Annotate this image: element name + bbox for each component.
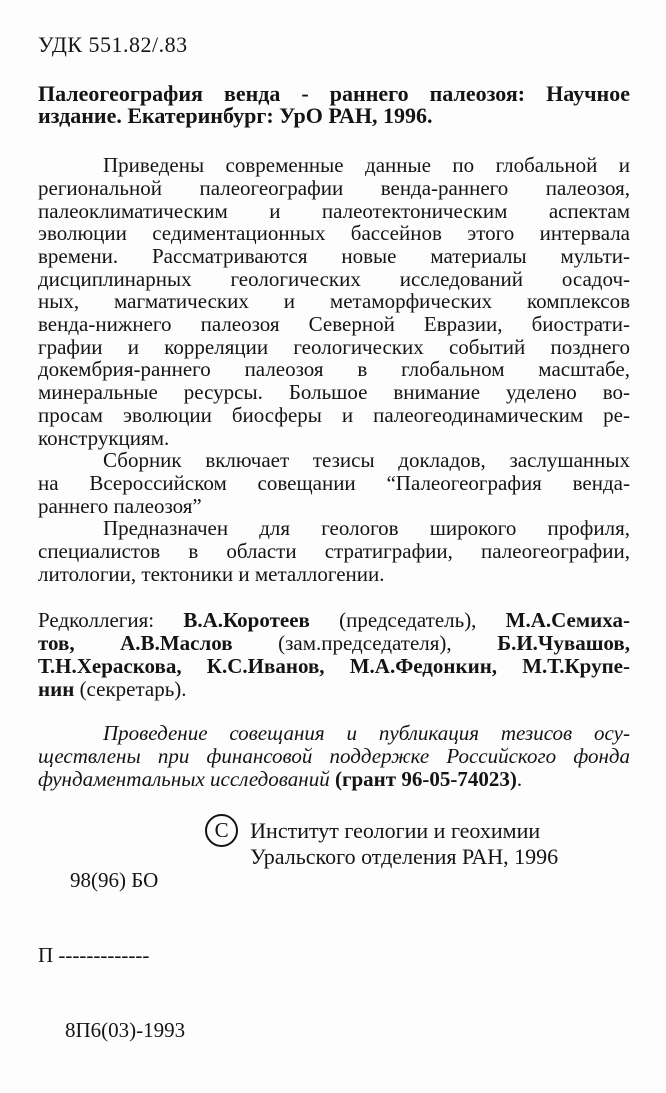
- editor-name: В.А.Коротеев: [183, 608, 310, 633]
- funding-note: [38, 722, 630, 790]
- paragraph-line: минеральные ресурсы. Большое внимание уделено во-: [38, 380, 630, 405]
- copyright-icon: С: [205, 814, 238, 847]
- paragraph-line: Сборник включает тезисы докладов, заслушанных: [103, 448, 630, 473]
- paragraph-line: эволюции седиментационных бассейнов этого интервала: [38, 221, 630, 246]
- editor-role: (председатель),: [309, 608, 506, 633]
- editorial-line: Т.Н.Хераскова, К.С.Иванов, М.А.Федонкин, М.Т.Крупе-: [38, 653, 630, 678]
- paragraph-line: на Всероссийском совещании “Палеогеография венда-: [38, 470, 630, 495]
- funding-text: фундаментальных исследований: [38, 766, 335, 791]
- paragraph-line: графии и корреляции геологических событий позднего: [38, 334, 630, 359]
- editorial-line: [38, 678, 630, 701]
- paragraph-line: специалистов в области стратиграфии, палеогеографии,: [38, 539, 630, 564]
- editorial-label: Редколлегия:: [38, 608, 184, 633]
- paragraph-line: литологии, тектоники и металлогении.: [38, 561, 385, 586]
- paragraph-line: раннего палеозоя”: [38, 493, 202, 518]
- editorial-line: [38, 632, 630, 655]
- paragraph-line: палеоклиматическим и палеотектоническим аспектам: [38, 198, 630, 223]
- paragraph-line: времени. Рассматриваются новые материалы мульти-: [38, 243, 630, 268]
- paragraph-line: ных, магматических и метаморфических комплексов: [38, 289, 630, 314]
- paragraph-line: Предназначен для геологов широкого профиля,: [103, 516, 630, 541]
- title-line: издание. Екатеринбург: УрО РАН, 1996.: [38, 103, 433, 129]
- editor-role: (зам.председателя),: [232, 631, 498, 656]
- copyright-mark: [205, 814, 238, 847]
- editorial-line: [38, 609, 630, 632]
- publisher-line: Уральского отделения РАН, 1996: [250, 844, 559, 870]
- book-title: [38, 80, 630, 129]
- publisher-line: Институт геологии и геохимии: [250, 818, 541, 844]
- title-line: Палеогеография венда - раннего палеозоя: Научное: [38, 80, 630, 106]
- udk-number: УДК 551.82/.83: [38, 32, 188, 57]
- paragraph-line: конструкциям.: [38, 425, 170, 450]
- editorial-board: [38, 609, 630, 700]
- editor-name: М.А.Семиха-: [505, 608, 630, 633]
- abstract: [38, 154, 630, 585]
- code-line: 8П6(03)-1993: [65, 1018, 186, 1043]
- funding-line: ществлены при финансовой поддержке Российского фонда: [38, 743, 630, 768]
- funding-line: [38, 768, 630, 791]
- code-line: П -------------: [38, 943, 150, 968]
- grant-number: (грант 96-05-74023): [334, 766, 517, 791]
- paragraph-line: венда-нижнего палеозоя Северной Евразии, биострати-: [38, 312, 630, 337]
- paragraph-line: просам эволюции биосферы и палеогеодинамическим ре-: [38, 402, 630, 427]
- paragraph-line: Приведены современные данные по глобальной и: [103, 153, 630, 178]
- paragraph-line: дисциплинарных геологических исследований осадоч-: [38, 266, 630, 291]
- colophon: [38, 818, 630, 1093]
- funding-line: Проведение совещания и публикация тезисов осу-: [103, 721, 630, 746]
- classification-code: [38, 818, 185, 1093]
- paragraph-line: региональной палеогеографии венда-раннего палеозоя,: [38, 175, 630, 200]
- publisher-imprint: [250, 818, 558, 870]
- editor-role: (секретарь).: [74, 676, 187, 701]
- editor-name: Б.И.Чувашов,: [497, 631, 630, 656]
- editor-name: нин: [38, 676, 75, 701]
- editor-name: тов, А.В.Маслов: [38, 631, 233, 656]
- paragraph-line: докембрия-раннего палеозоя в глобальном масштабе,: [38, 357, 630, 382]
- funding-period: .: [516, 766, 523, 791]
- code-line: 98(96) БО: [70, 868, 159, 893]
